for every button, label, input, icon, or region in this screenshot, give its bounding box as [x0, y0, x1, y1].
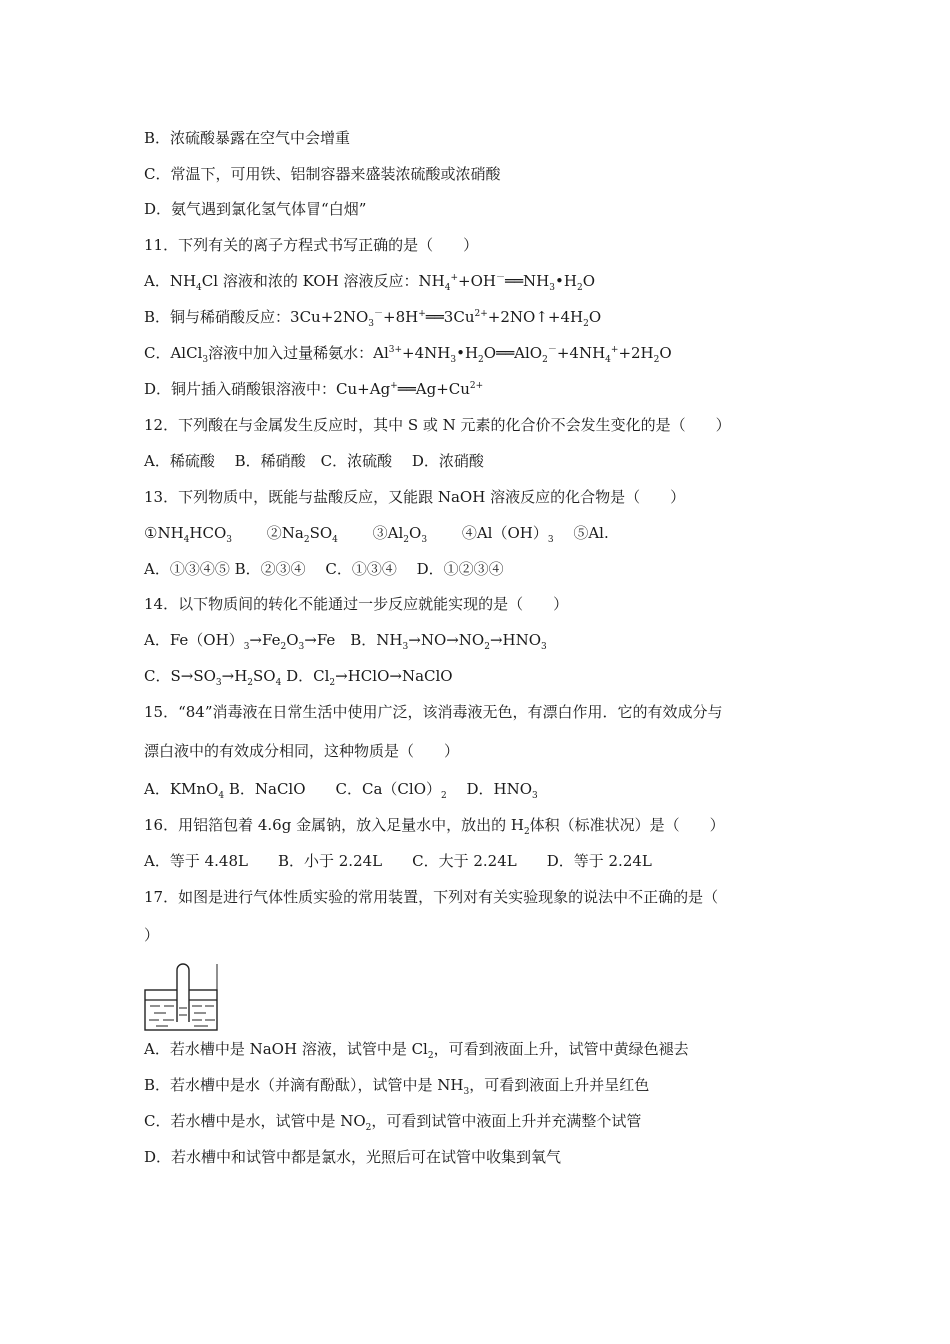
q15-stem-line2: 漂白液中的有效成分相同，这种物质是（ ）: [144, 742, 460, 760]
q10-option-b: B．浓硫酸暴露在空气中会增重: [144, 129, 351, 147]
test-tube-shape: [177, 964, 189, 1022]
q16-stem: 16．用铝箔包着 4.6g 金属钠，放入足量水中，放出的 $H_2$体积（标准状况）是（ ）: [144, 816, 725, 837]
q13-options: A．①③④⑤ B．②③④ C．①③④ D．①②③④: [144, 560, 504, 578]
q17-stem-line2: ）: [144, 926, 160, 944]
q12-stem: 12．下列酸在与金属发生反应时，其中 S 或 N 元素的化合价不会发生变化的是（ ）: [144, 416, 731, 434]
q11-option-b: B．铜与稀硝酸反应：$3Cu+2NO_3^-+8H^+══3Cu^{2+}+2NO↑+4H_2O$: [144, 308, 602, 329]
q10-option-c: C．常温下，可用铁、铝制容器来盛装浓硫酸或浓硝酸: [144, 165, 501, 183]
q14-options-cd: C．$S\to SO_3\to H_2SO_4$ D．$Cl_2\to HClO\to NaClO$: [144, 667, 453, 688]
q17-stem-line1: 17．如图是进行气体性质实验的常用装置，下列对有关实验现象的说法中不正确的是（: [144, 888, 719, 906]
gas-test-tube-apparatus-figure: [144, 960, 220, 1032]
q13-stem: 13．下列物质中，既能与盐酸反应，又能跟 NaOH 溶液反应的化合物是（ ）: [144, 488, 686, 506]
q11-stem: 11．下列有关的离子方程式书写正确的是（ ）: [144, 236, 479, 254]
q13-items: $①NH_4HCO_3$ $②Na_2SO_4$ $③Al_2O_3$ $④Al(OH)_3$ ⑤Al.: [144, 524, 609, 545]
q11-option-c: C．AlCl$_3$溶液中加入过量稀氨水：$Al^{3+}+4NH_3•H_2O══AlO_2^-+4NH_4^++2H_2O$: [144, 344, 672, 365]
q10-option-d: D．氨气遇到氯化氢气体冒“白烟”: [144, 200, 367, 218]
q17-option-a: A．若水槽中是 NaOH 溶液，试管中是 $Cl_2$，可看到液面上升，试管中黄绿色褪去: [144, 1040, 689, 1061]
q11-option-a: A．$NH_4Cl$ 溶液和浓的 KOH 溶液反应：$NH_4^++OH^-══NH_3•H_2O$: [144, 272, 595, 293]
q11-option-d: D．铜片插入硝酸银溶液中：$Cu+Ag^+══Ag+Cu^{2+}$: [144, 380, 484, 398]
q15-options: A．KMnO$_4$ B．NaClO C．$Ca(ClO)_2$ D．$HNO_3$: [144, 780, 538, 801]
q16-options: A．等于 4.48L B．小于 2.24L C．大于 2.24L D．等于 2.24L: [144, 852, 652, 870]
q17-option-b: B．若水槽中是水（并滴有酚酞），试管中是 $NH_3$，可看到液面上升并呈红色: [144, 1076, 650, 1097]
q12-options: A．稀硫酸 B．稀硝酸 C．浓硫酸 D．浓硝酸: [144, 452, 484, 470]
q15-stem-line1: 15．“84”消毒液在日常生活中使用广泛，该消毒液无色，有漂白作用．它的有效成分与: [144, 703, 723, 721]
q17-option-c: C．若水槽中是水，试管中是 $NO_2$，可看到试管中液面上升并充满整个试管: [144, 1112, 642, 1133]
q14-stem: 14．以下物质间的转化不能通过一步反应就能实现的是（ ）: [144, 595, 569, 613]
q17-option-d: D．若水槽中和试管中都是氯水，光照后可在试管中收集到氧气: [144, 1148, 562, 1166]
q14-options-ab: A．$Fe(OH)_3\to Fe_2O_3\to Fe$ B．$NH_3\to NO\to NO_2\to HNO_3$: [144, 631, 547, 652]
